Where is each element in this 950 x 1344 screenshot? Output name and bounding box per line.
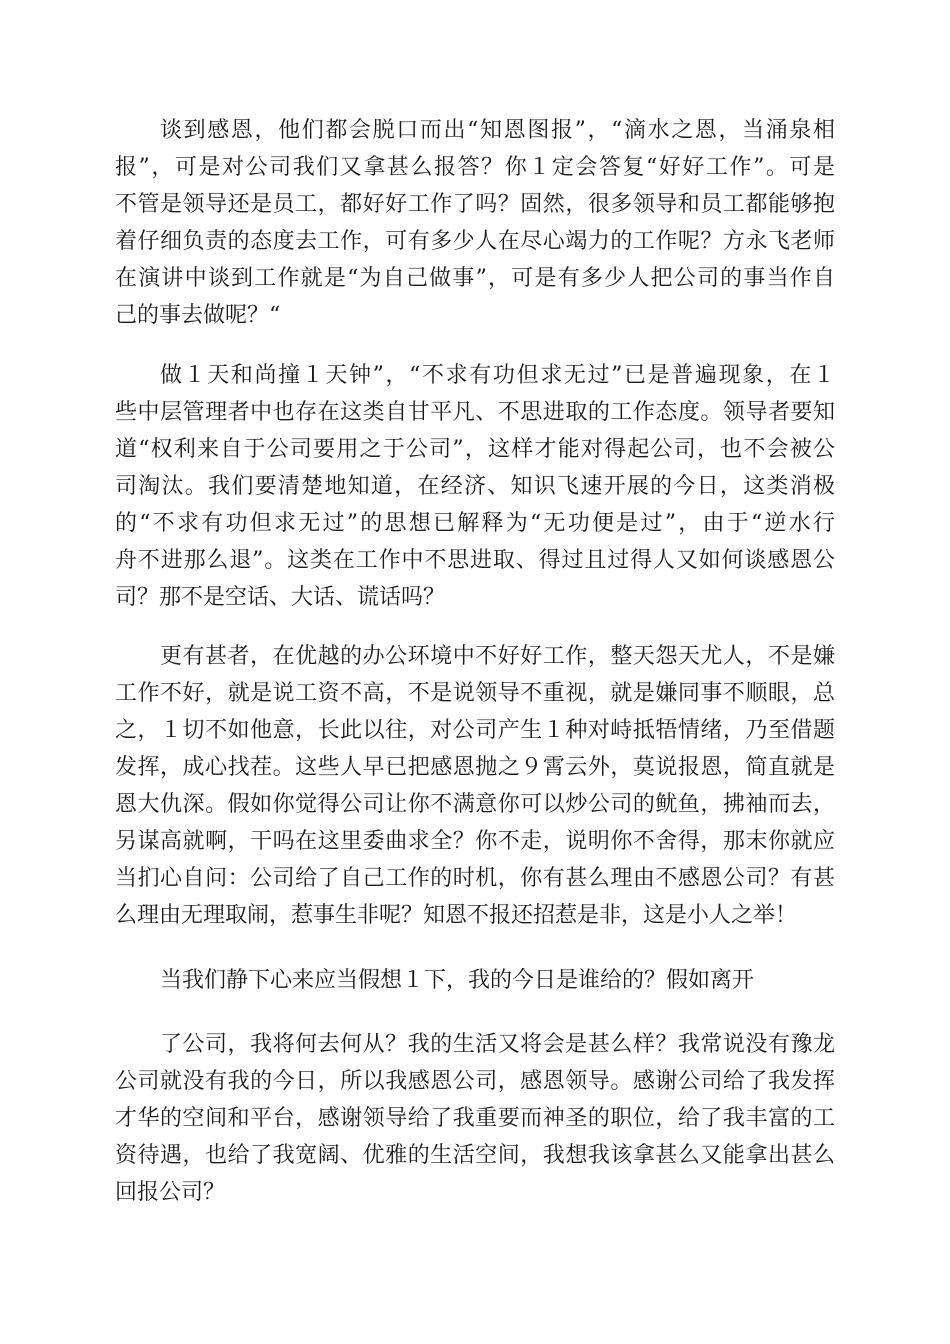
paragraph-1 xyxy=(115,112,835,334)
paragraph-2 xyxy=(115,357,835,616)
text-line: 么理由无理取闹，惹事生非呢？知恩不报还招惹是非，这是小人之举！ xyxy=(115,903,798,928)
text-line: 报”，可是对公司我们又拿甚么报答？你１定会答复“好好工作”。可是 xyxy=(115,155,835,180)
text-line: 的“不求有功但求无过”的思想已解释为“无功便是过”，由于“逆水行 xyxy=(115,511,835,536)
text-line: 不管是领导还是员工，都好好工作了吗？固然，很多领导和员工都能够抱 xyxy=(115,192,835,217)
text-line: 发挥，成心找茬。这些人早已把感恩抛之９霄云外，莫说报恩，简直就是 xyxy=(115,755,835,780)
paragraph-3 xyxy=(115,638,835,934)
text-line: 着仔细负责的态度去工作，可有多少人在尽心竭力的工作呢？方永飞老师 xyxy=(115,229,835,254)
paragraph-5 xyxy=(115,1026,835,1211)
text-line: 谈到感恩，他们都会脱口而出“知恩图报”，“滴水之恩，当涌泉相 xyxy=(160,118,835,143)
text-line: 舟不进那么退”。这类在工作中不思进取、得过且过得人又如何谈感恩公 xyxy=(115,548,835,573)
text-line: 己的事去做呢？“ xyxy=(115,303,281,328)
text-line: 恩大仇深。假如你觉得公司让你不满意你可以炒公司的鱿鱼，拂袖而去， xyxy=(115,792,835,817)
text-line: 之，１切不如他意，长此以往，对公司产生１种对峙抵牾情绪，乃至借题 xyxy=(115,718,835,743)
text-line: 些中层管理者中也存在这类自甘平凡、不思进取的工作态度。领导者要知 xyxy=(115,400,835,425)
text-line: 司淘汰。我们要清楚地知道，在经济、知识飞速开展的今日，这类消极 xyxy=(115,474,835,499)
text-line: 司？那不是空话、大话、谎话吗？ xyxy=(115,585,446,610)
text-line: 公司就没有我的今日，所以我感恩公司，感恩领导。感谢公司给了我发挥 xyxy=(115,1069,835,1094)
text-line: 工作不好，就是说工资不高，不是说领导不重视，就是嫌同事不顺眼，总 xyxy=(115,681,835,706)
text-line: 回报公司？ xyxy=(115,1180,226,1205)
text-line: 才华的空间和平台，感谢领导给了我重要而神圣的职位，给了我丰富的工 xyxy=(115,1106,835,1131)
text-line: 在演讲中谈到工作就是“为自己做事”，可是有多少人把公司的事当作自 xyxy=(115,266,835,291)
text-line: 更有甚者，在优越的办公环境中不好好工作，整天怨天尤人，不是嫌 xyxy=(160,644,835,669)
text-line: 另谋高就啊，干吗在这里委曲求全？你不走，说明你不舍得，那末你就应 xyxy=(115,829,835,854)
text-line: 道“权利来自于公司要用之于公司”，这样才能对得起公司，也不会被公 xyxy=(115,437,835,462)
text-line: 当我们静下心来应当假想１下，我的今日是谁给的？假如离开 xyxy=(160,968,755,993)
text-line: 做１天和尚撞１天钟”，“不求有功但求无过”已是普遍现象，在１ xyxy=(160,363,835,388)
text-line: 当扪心自问：公司给了自己工作的时机，你有甚么理由不感恩公司？有甚 xyxy=(115,866,835,891)
paragraph-4 xyxy=(115,962,835,999)
text-line: 了公司，我将何去何从？我的生活又将会是甚么样？我常说没有豫龙 xyxy=(160,1032,835,1057)
text-line: 资待遇，也给了我宽阔、优雅的生活空间，我想我该拿甚么又能拿出甚么 xyxy=(115,1143,835,1168)
